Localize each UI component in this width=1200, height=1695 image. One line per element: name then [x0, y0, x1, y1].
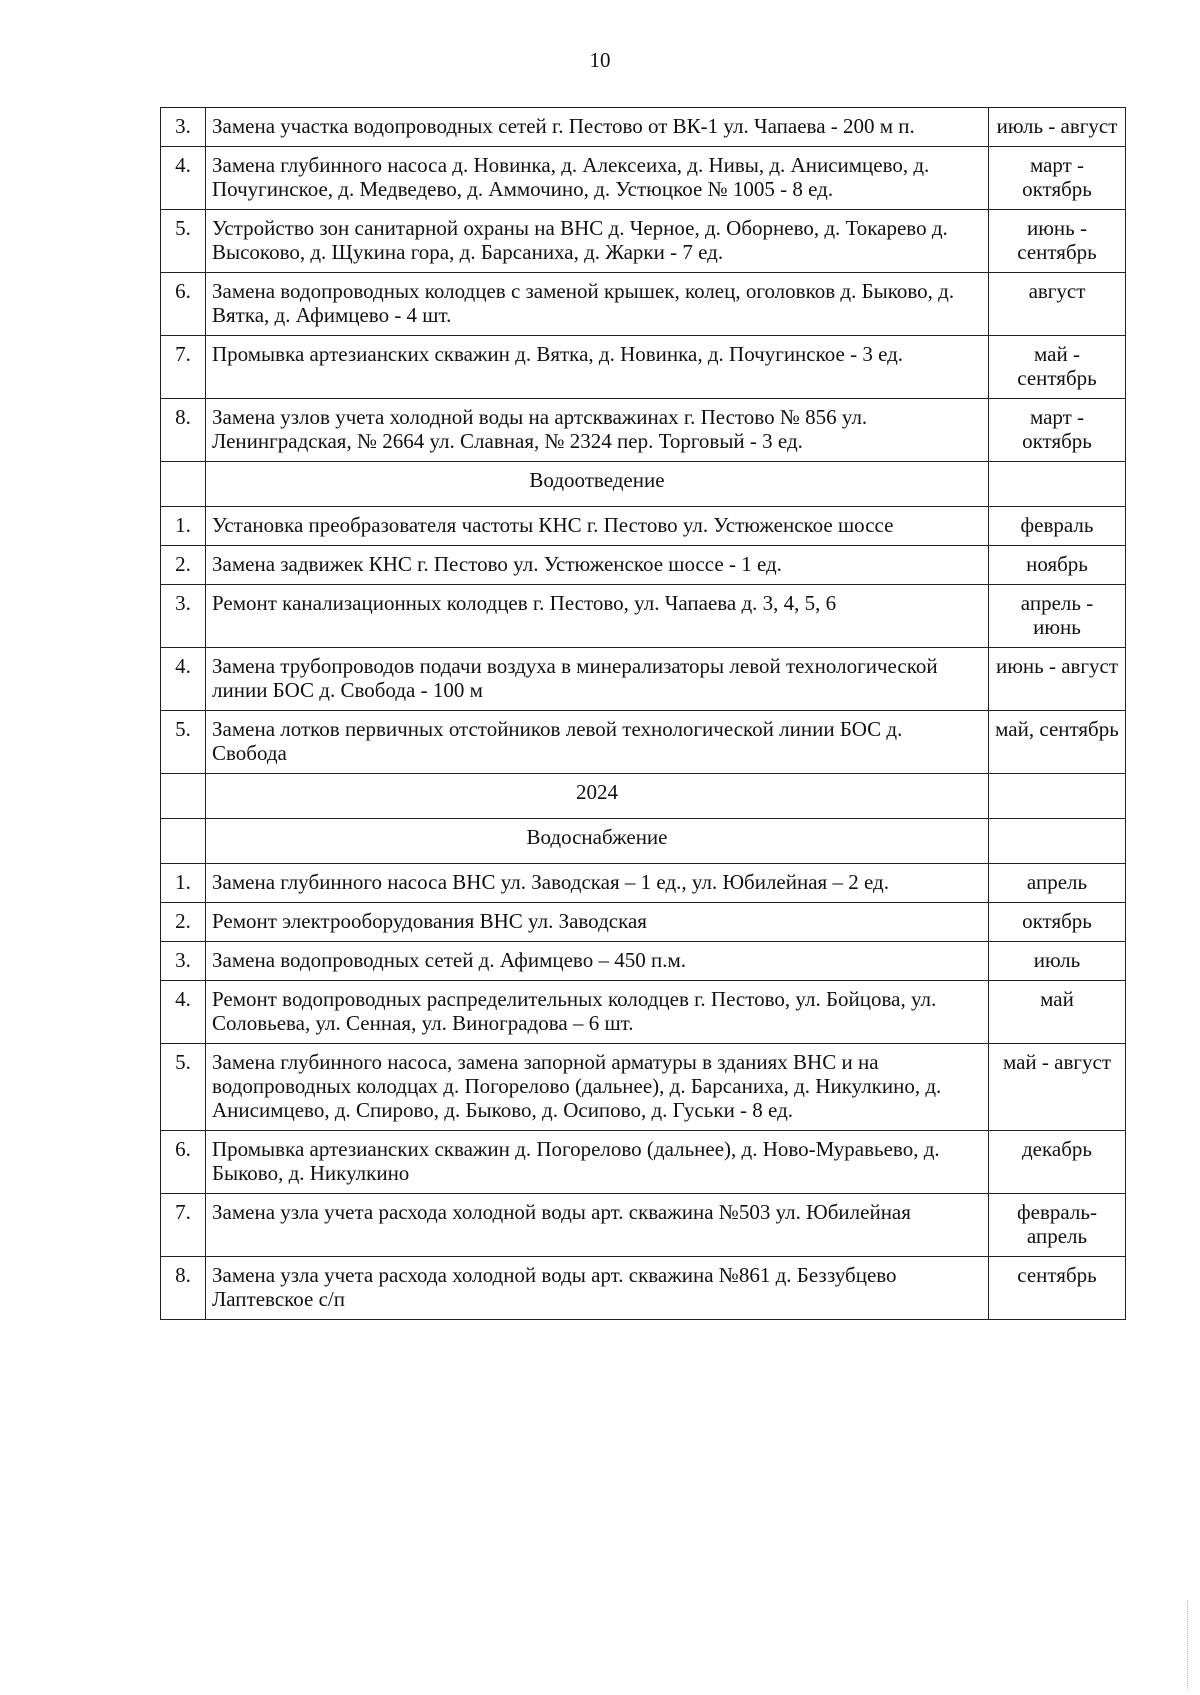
row-number: 8. — [161, 399, 206, 462]
work-period: ноябрь — [989, 546, 1126, 585]
section-heading: Водоотведение — [206, 462, 989, 507]
work-description: Ремонт электрооборудования ВНС ул. Заводская — [206, 903, 989, 942]
row-number: 7. — [161, 336, 206, 399]
table-row — [161, 1131, 1126, 1194]
work-period-empty — [989, 774, 1126, 819]
work-description: Замена узла учета расхода холодной воды арт. скважина №503 ул. Юбилейная — [206, 1194, 989, 1257]
work-period: август — [989, 273, 1126, 336]
work-description: Замена задвижек КНС г. Пестово ул. Устюженское шоссе - 1 ед. — [206, 546, 989, 585]
table-row — [161, 1044, 1126, 1131]
table-row — [161, 942, 1126, 981]
work-period: май - сентябрь — [989, 336, 1126, 399]
work-period: июнь - август — [989, 648, 1126, 711]
section-row — [161, 819, 1126, 864]
work-description: Замена узла учета расхода холодной воды арт. скважина №861 д. Беззубцево Лаптевское с/п — [206, 1257, 989, 1320]
table-row — [161, 108, 1126, 147]
work-description: Установка преобразователя частоты КНС г. Пестово ул. Устюженское шоссе — [206, 507, 989, 546]
work-description: Ремонт канализационных колодцев г. Пестово, ул. Чапаева д. 3, 4, 5, 6 — [206, 585, 989, 648]
work-description: Замена глубинного насоса, замена запорной арматуры в зданиях ВНС и на водопроводных колодцах д. Погорелово (дальнее), д. Барсаниха, д. Никулкино, д. Анисимцево, д. Спирово, д. Быково, д. Осипово, д. Гуськи - 8 ед. — [206, 1044, 989, 1131]
work-description: Замена узлов учета холодной воды на артскважинах г. Пестово № 856 ул. Ленинградская, № 2664 ул. Славная, № 2324 пер. Торговый - 3 ед. — [206, 399, 989, 462]
table-row — [161, 864, 1126, 903]
work-period: февраль- апрель — [989, 1194, 1126, 1257]
row-number: 1. — [161, 507, 206, 546]
row-number: 3. — [161, 585, 206, 648]
row-number: 2. — [161, 546, 206, 585]
table-row — [161, 711, 1126, 774]
work-period: май — [989, 981, 1126, 1044]
work-period: май - август — [989, 1044, 1126, 1131]
row-number: 7. — [161, 1194, 206, 1257]
row-number: 5. — [161, 1044, 206, 1131]
row-number: 4. — [161, 648, 206, 711]
work-description: Промывка артезианских скважин д. Погорелово (дальнее), д. Ново-Муравьево, д. Быково, д. Никулкино — [206, 1131, 989, 1194]
work-description: Замена глубинного насоса ВНС ул. Заводская – 1 ед., ул. Юбилейная – 2 ед. — [206, 864, 989, 903]
year-row — [161, 774, 1126, 819]
page-number: 10 — [589, 48, 611, 72]
work-period: июнь - сентябрь — [989, 210, 1126, 273]
work-description: Замена водопроводных колодцев с заменой крышек, колец, оголовков д. Быково, д. Вятка, д. Афимцево - 4 шт. — [206, 273, 989, 336]
row-number-empty — [161, 819, 206, 864]
work-description: Замена трубопроводов подачи воздуха в минерализаторы левой технологической линии БОС д. Свобода - 100 м — [206, 648, 989, 711]
row-number-empty — [161, 462, 206, 507]
section-row — [161, 462, 1126, 507]
row-number: 3. — [161, 108, 206, 147]
works-schedule-body — [161, 108, 1126, 1320]
work-period: февраль — [989, 507, 1126, 546]
row-number: 2. — [161, 903, 206, 942]
row-number: 8. — [161, 1257, 206, 1320]
work-period: сентябрь — [989, 1257, 1126, 1320]
row-number: 5. — [161, 210, 206, 273]
table-row — [161, 1257, 1126, 1320]
work-period: апрель — [989, 864, 1126, 903]
table-row — [161, 273, 1126, 336]
work-period: март - октябрь — [989, 399, 1126, 462]
work-description: Ремонт водопроводных распределительных колодцев г. Пестово, ул. Бойцова, ул. Соловьева, ул. Сенная, ул. Виноградова – 6 шт. — [206, 981, 989, 1044]
table-row — [161, 903, 1126, 942]
work-period: декабрь — [989, 1131, 1126, 1194]
row-number: 4. — [161, 147, 206, 210]
work-description: Замена лотков первичных отстойников левой технологической линии БОС д. Свобода — [206, 711, 989, 774]
work-period: июль - август — [989, 108, 1126, 147]
year-heading: 2024 — [206, 774, 989, 819]
work-description: Замена участка водопроводных сетей г. Пестово от ВК-1 ул. Чапаева - 200 м п. — [206, 108, 989, 147]
row-number: 6. — [161, 273, 206, 336]
work-description: Замена глубинного насоса д. Новинка, д. Алексеиха, д. Нивы, д. Анисимцево, д. Почугинское, д. Медведево, д. Аммочино, д. Устюцкое № 1005 - 8 ед. — [206, 147, 989, 210]
section-heading: Водоснабжение — [206, 819, 989, 864]
table-row — [161, 648, 1126, 711]
row-number-empty — [161, 774, 206, 819]
work-period: март - октябрь — [989, 147, 1126, 210]
work-period: апрель - июнь — [989, 585, 1126, 648]
table-row — [161, 399, 1126, 462]
table-row — [161, 546, 1126, 585]
works-schedule-table — [160, 107, 1126, 1320]
work-period: май, сентябрь — [989, 711, 1126, 774]
work-description: Устройство зон санитарной охраны на ВНС д. Черное, д. Оборнево, д. Токарево д. Высоково, д. Щукина гора, д. Барсаниха, д. Жарки - 7 ед. — [206, 210, 989, 273]
work-period-empty — [989, 819, 1126, 864]
row-number: 1. — [161, 864, 206, 903]
work-description: Промывка артезианских скважин д. Вятка, д. Новинка, д. Почугинское - 3 ед. — [206, 336, 989, 399]
row-number: 6. — [161, 1131, 206, 1194]
row-number: 4. — [161, 981, 206, 1044]
work-period: июль — [989, 942, 1126, 981]
table-row — [161, 1194, 1126, 1257]
scan-edge-mark — [1187, 1600, 1189, 1690]
table-row — [161, 507, 1126, 546]
work-description: Замена водопроводных сетей д. Афимцево – 450 п.м. — [206, 942, 989, 981]
table-row — [161, 585, 1126, 648]
work-period-empty — [989, 462, 1126, 507]
work-period: октябрь — [989, 903, 1126, 942]
row-number: 3. — [161, 942, 206, 981]
table-row — [161, 210, 1126, 273]
table-row — [161, 336, 1126, 399]
table-row — [161, 981, 1126, 1044]
table-row — [161, 147, 1126, 210]
row-number: 5. — [161, 711, 206, 774]
